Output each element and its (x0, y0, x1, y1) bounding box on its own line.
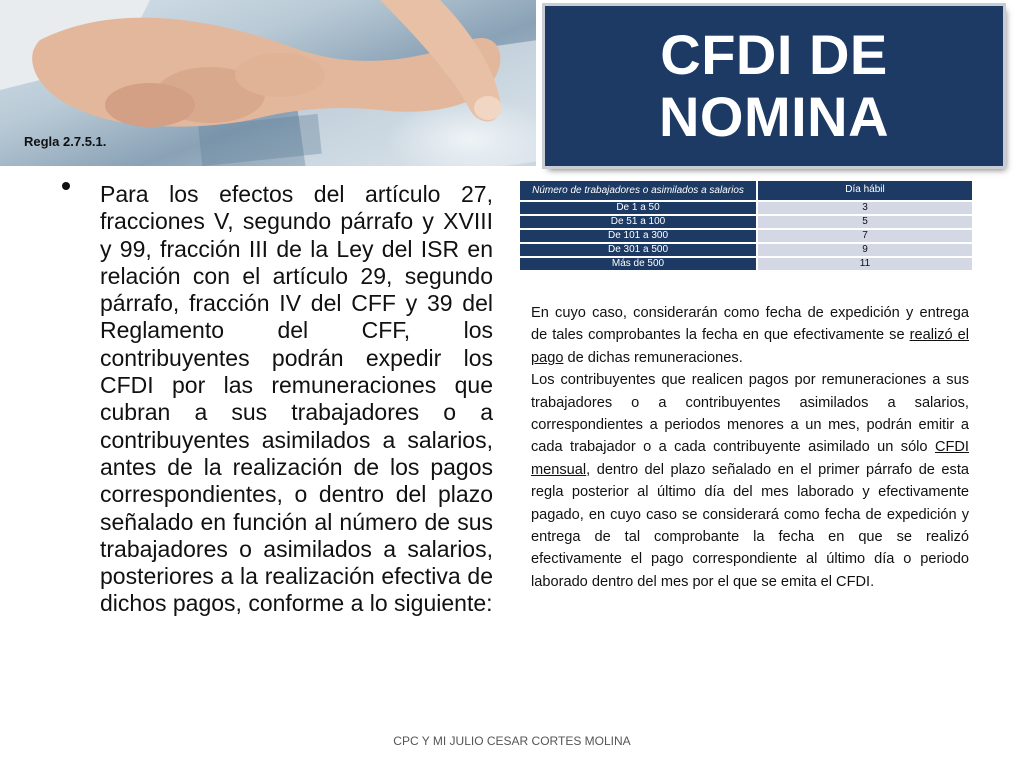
underlined-text: CFDI mensual (531, 439, 969, 478)
table-cell-range: De 51 a 100 (520, 216, 756, 228)
rule-label: Regla 2.7.5.1. (24, 134, 107, 149)
right-paragraphs (531, 302, 969, 593)
table-cell-days: 9 (756, 244, 972, 256)
paragraph-text: , dentro del plazo señalado en el primer párrafo de esta regla posterior al último día del mes laborado y efectivamente pagado, en cuyo caso se considerará como fecha de expedición y entrega de tal comprobante la fecha en que se realizó efectivamente el pago correspondiente al último día o periodo laborado dentro del mes por el que se emita el CFDI. (531, 461, 969, 590)
title-box (545, 6, 1003, 166)
table-cell-range: De 101 a 300 (520, 230, 756, 242)
paragraph-text: Los contribuyentes que realicen pagos por remuneraciones a sus trabajadores o a contribuyentes asimilados a salarios, correspondientes a periodos menores a un mes, podrán emitir a cada trabajador o a cada contribuyente asimilado un sólo (531, 372, 969, 456)
bullet-paragraph: Para los efectos del artículo 27, fracciones V, segundo párrafo y XVIII y 99, fracción III de la Ley del ISR en relación con el artículo 29, segundo párrafo, fracción IV del CFF y 39 del Reglamento del CFF, los contribuyentes podrán expedir los CFDI por las remuneraciones que cubran a sus trabajadores o a contribuyentes asimilados a salarios, antes de la realización de los pagos correspondientes, o dentro del plazo señalado en función al número de sus trabajadores o asimilados a salarios, posteriores a la realización efectiva de dichos pagos, conforme a lo siguiente: (100, 181, 493, 617)
table-cell-range: Más de 500 (520, 258, 756, 270)
table-row (520, 258, 972, 270)
table-cell-days: 7 (756, 230, 972, 242)
table-row (520, 202, 972, 214)
title-line-2: NOMINA (658, 85, 890, 148)
header-photo (0, 0, 536, 166)
table-cell-range: De 1 a 50 (520, 202, 756, 214)
working-days-table (520, 179, 972, 272)
footer-author: CPC Y MI JULIO CESAR CORTES MOLINA (393, 734, 631, 748)
table-row (520, 216, 972, 228)
table-cell-range: De 301 a 500 (520, 244, 756, 256)
table-cell-days: 3 (756, 202, 972, 214)
table-cell-days: 5 (756, 216, 972, 228)
table-header-row (520, 181, 972, 200)
paragraph-expedition-date (531, 302, 969, 369)
table-header-days: Día hábil (756, 181, 972, 200)
title-line-1: CFDI DE (660, 23, 888, 86)
table-cell-days: 11 (756, 258, 972, 270)
paragraph-text: de dichas remuneraciones. (563, 349, 743, 366)
table-header-workers: Número de trabajadores o asimilados a salarios (520, 181, 756, 200)
paragraph-text: En cuyo caso, considerarán como fecha de expedición y entrega de tales comprobantes la fecha en que efectivamente se (531, 305, 969, 344)
table-row (520, 244, 972, 256)
paragraph-monthly-cfdi (531, 369, 969, 593)
table-row (520, 230, 972, 242)
bullet-dot (62, 182, 70, 190)
underlined-text: realizó el pago (531, 327, 969, 366)
